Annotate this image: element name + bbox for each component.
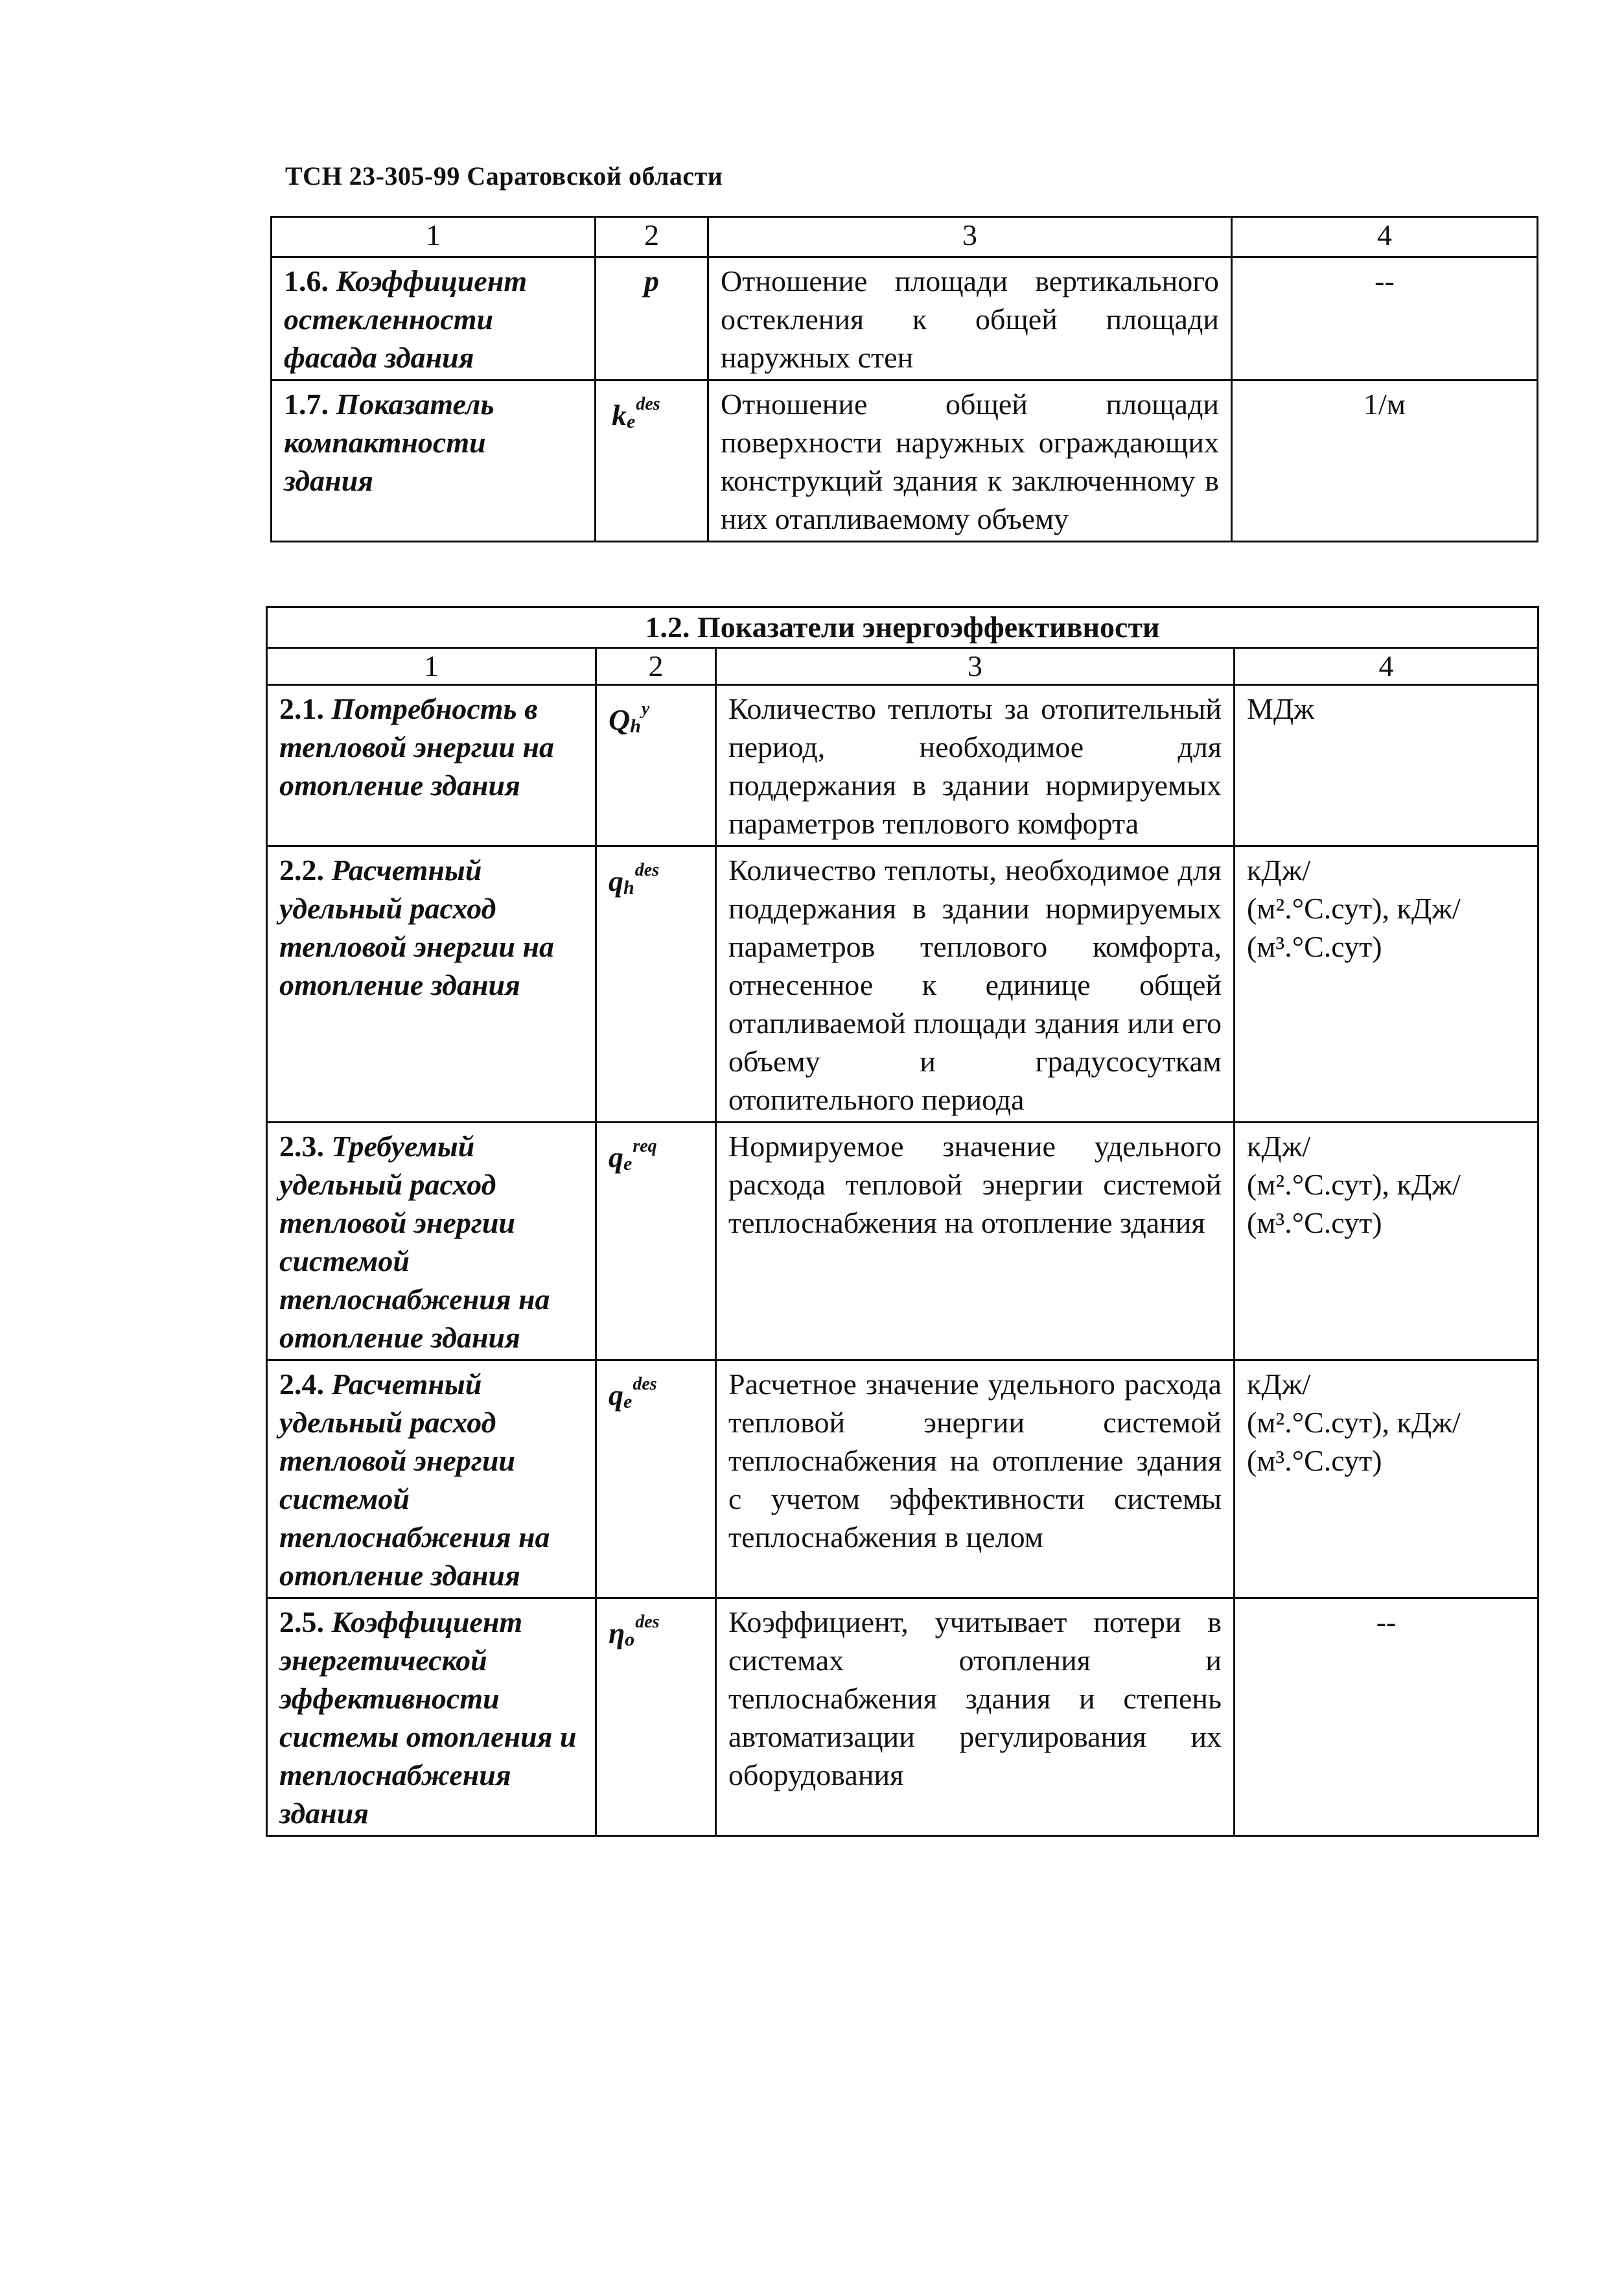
symbol-cell	[596, 380, 708, 542]
parameter-name-cell	[272, 380, 596, 542]
parameter-symbol: $q_e^{req}$	[609, 1136, 657, 1174]
parameter-name-cell	[267, 846, 596, 1123]
parameter-name: Требуемый удельный расход тепловой энергии системой теплоснабжения на отопление здания	[279, 1130, 550, 1354]
symbol-cell	[596, 1360, 716, 1598]
parameter-symbol: $Q_h^y$	[609, 699, 650, 737]
parameter-symbol: $\eta_o^{des}$	[609, 1612, 660, 1650]
document-header: ТСН 23-305-99 Саратовской области	[285, 161, 723, 191]
unit-cell: МДж	[1235, 685, 1538, 846]
unit-cell	[1235, 846, 1538, 1123]
description-cell: Количество теплоты, необходимое для поддержания в здании нормируемых параметров теплового комфорта, отнесенное к единице общей отапливаемой площади здания или его объему и градусосуткам отопительного периода	[716, 846, 1235, 1123]
description-cell: Отношение площади вертикального остекления к общей площади наружных стен	[708, 257, 1232, 380]
column-header: 1	[272, 217, 596, 257]
parameter-number: 2.4.	[279, 1368, 324, 1401]
unit-line: (м².°С.сут), кДж/	[1247, 1406, 1461, 1439]
parameter-name: Расчетный удельный расход тепловой энергии на отопление здания	[279, 854, 555, 1001]
unit-line: (м².°С.сут), кДж/	[1247, 892, 1461, 925]
parameter-number: 1.7.	[284, 388, 329, 421]
table-header-row	[267, 648, 1538, 685]
column-header: 4	[1232, 217, 1538, 257]
table-row	[267, 1598, 1538, 1836]
section-title: 1.2. Показатели энергоэффективности	[267, 607, 1538, 648]
parameter-symbol: $k_e^{des}$	[612, 394, 660, 432]
parameter-name: Коэффициент остекленности фасада здания	[284, 264, 528, 374]
table-title-row	[267, 607, 1538, 648]
unit-cell: --	[1232, 257, 1538, 380]
column-header: 3	[708, 217, 1232, 257]
symbol-cell	[596, 685, 716, 846]
column-header: 1	[267, 648, 596, 685]
parameter-name-cell	[267, 1123, 596, 1360]
description-cell: Нормируемое значение удельного расхода тепловой энергии системой теплоснабжения на отопление здания	[716, 1123, 1235, 1360]
unit-line: кДж/	[1247, 1130, 1311, 1163]
unit-line: кДж/	[1247, 1368, 1311, 1401]
parameter-number: 2.5.	[279, 1605, 324, 1638]
unit-cell	[1235, 1123, 1538, 1360]
energy-efficiency-table	[266, 606, 1539, 1837]
table-row	[272, 257, 1538, 380]
description-cell: Количество теплоты за отопительный период, необходимое для поддержания в здании нормируемых параметров теплового комфорта	[716, 685, 1235, 846]
unit-line: (м³.°С.сут)	[1247, 1206, 1382, 1239]
unit-line: (м².°С.сут), кДж/	[1247, 1168, 1461, 1201]
parameter-number: 2.2.	[279, 854, 324, 887]
description-cell: Расчетное значение удельного расхода тепловой энергии системой теплоснабжения на отопление здания с учетом эффективности системы теплоснабжения в целом	[716, 1360, 1235, 1598]
symbol-cell	[596, 846, 716, 1123]
table-header-row	[272, 217, 1538, 257]
column-header: 2	[596, 217, 708, 257]
unit-cell: --	[1235, 1598, 1538, 1836]
unit-line: (м³.°С.сут)	[1247, 1444, 1382, 1477]
unit-line: кДж/	[1247, 854, 1311, 887]
parameter-number: 2.1.	[279, 692, 324, 725]
table-row	[267, 685, 1538, 846]
description-cell: Отношение общей площади поверхности наружных ограждающих конструкций здания к заключенному в них отапливаемому объему	[708, 380, 1232, 542]
parameter-symbol: p	[644, 264, 659, 297]
symbol-cell	[596, 1598, 716, 1836]
parameter-name-cell	[267, 1360, 596, 1598]
table-row	[267, 1123, 1538, 1360]
parameter-symbol: $q_e^{des}$	[609, 1374, 657, 1412]
unit-cell	[1235, 1360, 1538, 1598]
parameter-name-cell	[267, 685, 596, 846]
parameter-name: Показатель компактности здания	[284, 388, 494, 497]
parameter-name: Потребность в тепловой энергии на отопление здания	[279, 692, 555, 802]
symbol-cell	[596, 1123, 716, 1360]
parameter-number: 1.6.	[284, 264, 329, 297]
table-row	[267, 846, 1538, 1123]
table-row	[267, 1360, 1538, 1598]
unit-line: (м³.°С.сут)	[1247, 930, 1382, 963]
parameter-name: Расчетный удельный расход тепловой энергии системой теплоснабжения на отопление здания	[279, 1368, 550, 1592]
parameter-symbol: $q_h^{des}$	[609, 860, 660, 898]
parameter-name: Коэффициент энергетической эффективности системы отопления и теплоснабжения здания	[279, 1605, 577, 1830]
column-header: 3	[716, 648, 1235, 685]
unit-cell: 1/м	[1232, 380, 1538, 542]
description-cell: Коэффициент, учитывает потери в системах отопления и теплоснабжения здания и степень автоматизации регулирования их оборудования	[716, 1598, 1235, 1836]
parameters-table-1	[270, 216, 1538, 542]
parameter-name-cell	[267, 1598, 596, 1836]
symbol-cell	[596, 257, 708, 380]
table-row	[272, 380, 1538, 542]
parameter-name-cell	[272, 257, 596, 380]
column-header: 4	[1235, 648, 1538, 685]
parameter-number: 2.3.	[279, 1130, 324, 1163]
column-header: 2	[596, 648, 716, 685]
